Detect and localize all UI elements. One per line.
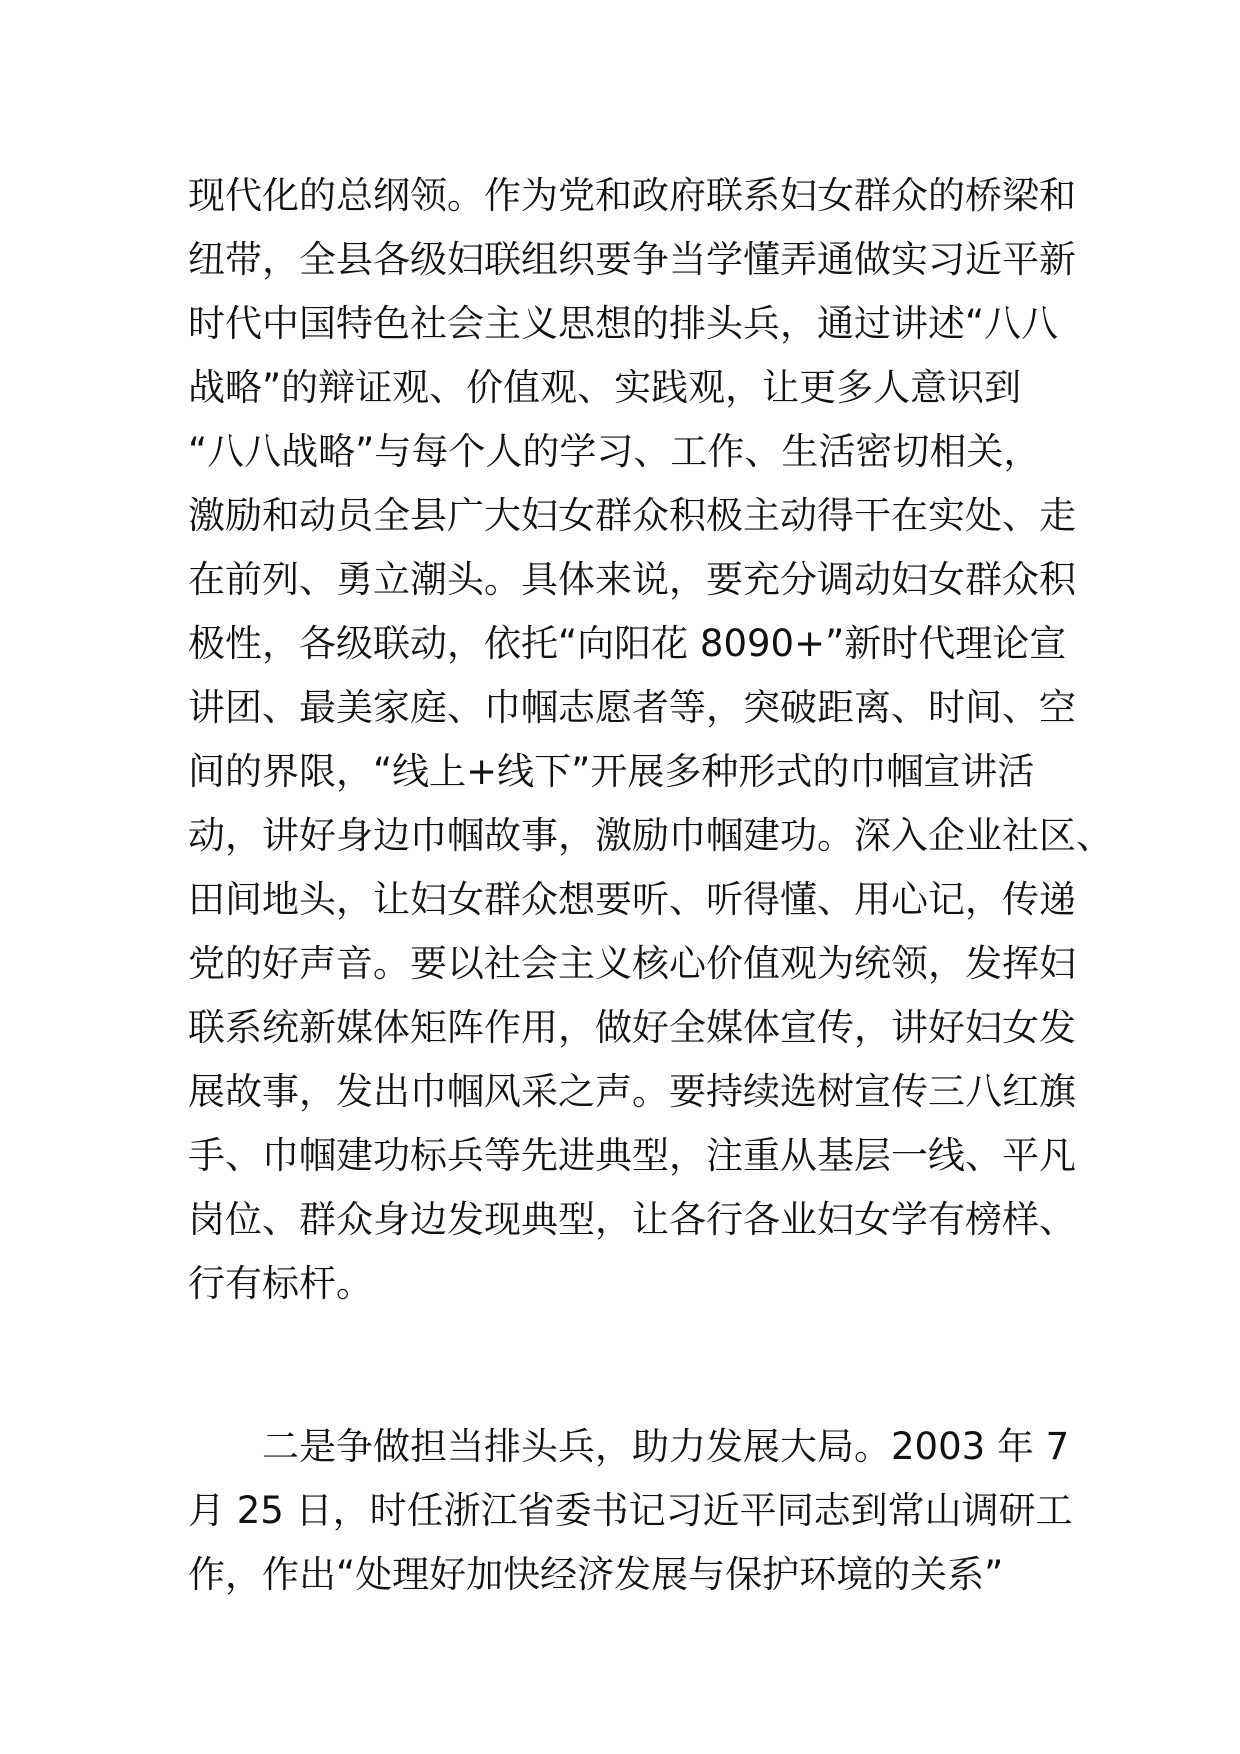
body-paragraph [188,164,1113,1316]
text-line: 现代化的总纲领。作为党和政府联系妇女群众的桥梁和 [188,174,1076,217]
text-line: 作，作出“处理好加快经济发展与保护环境的关系” [188,1553,1004,1596]
text-line: 田间地头，让妇女群众想要听、听得懂、用心记，传递 [188,878,1076,921]
text-line: 时代中国特色社会主义思想的排头兵，通过讲述“八八 [188,302,1059,345]
text-line: 激励和动员全县广大妇女群众积极主动得干在实处、走 [188,494,1076,537]
body-paragraph [188,1415,1073,1607]
text-line: 联系统新媒体矩阵作用，做好全媒体宣传，讲好妇女发 [188,1006,1076,1049]
text-line: 党的好声音。要以社会主义核心价值观为统领，发挥妇 [188,942,1076,985]
text-line: 二是争做担当排头兵，助力发展大局。2003 年 7 [188,1425,1070,1468]
text-line: 动，讲好身边巾帼故事，激励巾帼建功。深入企业社区、 [188,814,1113,857]
text-line: 手、巾帼建功标兵等先进典型，注重从基层一线、平凡 [188,1134,1076,1177]
text-line: 战略”的辩证观、价值观、实践观，让更多人意识到 [188,366,1022,409]
text-line: 展故事，发出巾帼风采之声。要持续选树宣传三八红旗 [188,1070,1076,1113]
text-line: 间的界限，“线上+线下”开展多种形式的巾帼宣讲活 [188,750,1035,793]
text-line: 岗位、群众身边发现典型，让各行各业妇女学有榜样、 [188,1198,1076,1241]
text-line: 在前列、勇立潮头。具体来说，要充分调动妇女群众积 [188,558,1076,601]
text-line: 行有标杆。 [188,1262,373,1305]
text-line: 讲团、最美家庭、巾帼志愿者等，突破距离、时间、空 [188,686,1076,729]
text-line: 纽带，全县各级妇联组织要争当学懂弄通做实习近平新 [188,238,1076,281]
text-line: “八八战略”与每个人的学习、工作、生活密切相关， [188,430,1041,473]
text-line: 极性，各级联动，依托“向阳花 8090+”新时代理论宣 [188,622,1067,665]
text-line: 月 25 日，时任浙江省委书记习近平同志到常山调研工 [188,1489,1073,1532]
